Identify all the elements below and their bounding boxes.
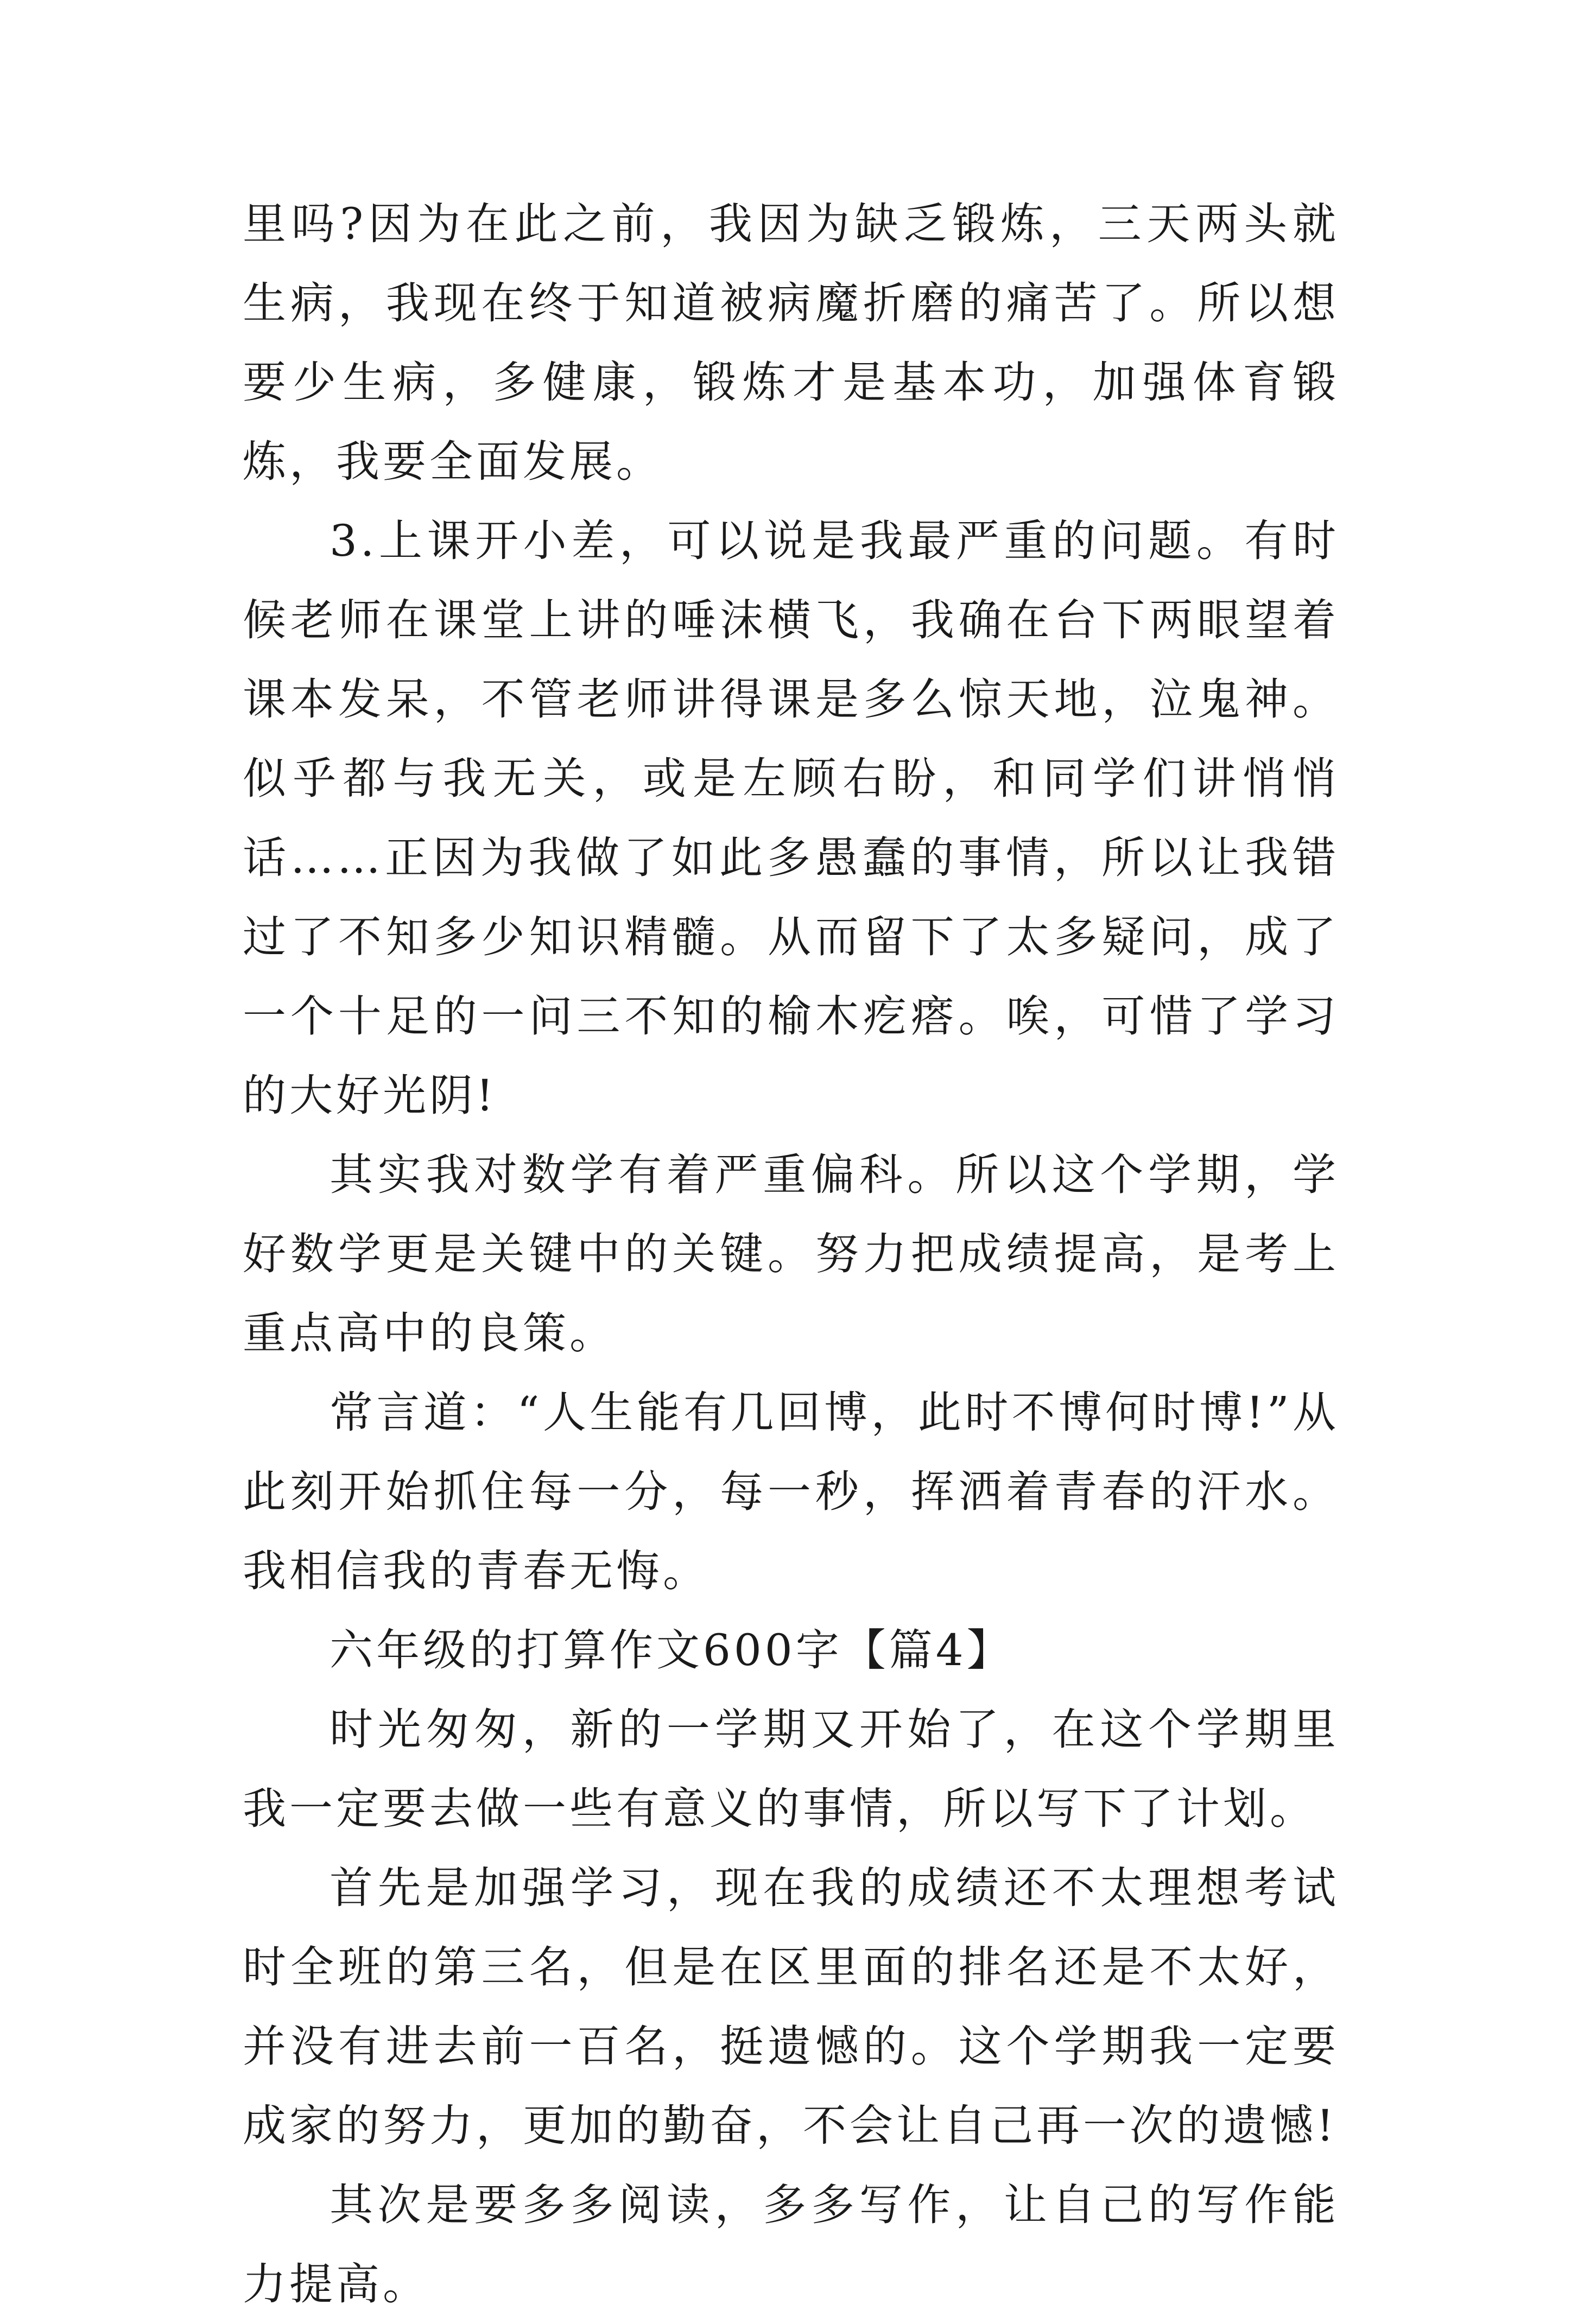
paragraph-continuation: 里吗?因为在此之前，我因为缺乏锻炼，三天两头就生病，我现在终于知道被病魔折磨的痛苦了。所以想要少生病，多健康，锻炼才是基本功，加强体育锻炼，我要全面发展。 bbox=[243, 199, 1339, 487]
paragraph-item-3: 3.上课开小差，可以说是我最严重的问题。有时候老师在课堂上讲的唾沫横飞，我确在台下两眼望着课本发呆，不管老师讲得课是多么惊天地，泣鬼神。似乎都与我无关，或是左顾右盼，和同学们讲悄悄话……正因为我做了如此多愚蠢的事情，所以让我错过了不知多少知识精髓。从而留下了太多疑问，成了一个十足的一问三不知的榆木疙瘩。唉，可惜了学习的大好光阴! bbox=[243, 516, 1339, 1121]
document-body bbox=[243, 185, 1339, 2324]
paragraph-quote: 常言道：“人生能有几回博，此时不博何时博!”从此刻开始抓住每一分，每一秒，挥洒着青春的汗水。我相信我的青春无悔。 bbox=[243, 1387, 1339, 1596]
paragraph-reading: 其次是要多多阅读，多多写作，让自己的写作能力提高。 bbox=[243, 2180, 1339, 2309]
paragraph-study: 首先是加强学习，现在我的成绩还不太理想考试时全班的第三名，但是在区里面的排名还是不太好，并没有进去前一百名，挺遗憾的。这个学期我一定要成家的努力，更加的勤奋，不会让自己再一次的遗憾! bbox=[243, 1863, 1339, 2151]
paragraph-intro: 时光匆匆，新的一学期又开始了，在这个学期里我一定要去做一些有意义的事情，所以写下了计划。 bbox=[243, 1704, 1339, 1834]
paragraph-math: 其实我对数学有着严重偏科。所以这个学期，学好数学更是关键中的关键。努力把成绩提高，是考上重点高中的良策。 bbox=[243, 1150, 1339, 1358]
section-heading: 六年级的打算作文600字【篇4】 bbox=[330, 1625, 1013, 1675]
